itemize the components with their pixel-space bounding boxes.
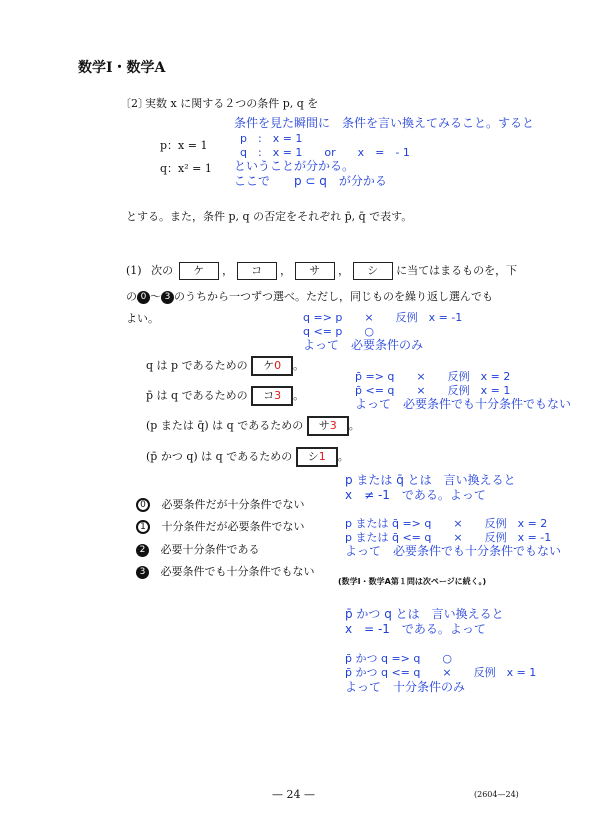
- choice-3-number-icon: 3: [136, 566, 149, 579]
- blank-shi: シ: [353, 262, 393, 280]
- note-sa-3: p または q̄ <= q × 反例 x = -1: [345, 531, 552, 544]
- choice-3: [136, 563, 315, 579]
- note-ko-0: p̄ => q × 反例 x = 2: [355, 370, 511, 383]
- answer-shi: 1: [318, 450, 326, 463]
- choice-0-number-icon: 0: [136, 498, 150, 512]
- note-top-2: q : x = 1 or x = - 1: [240, 146, 410, 159]
- note-shi-1: x = -1 である。よって: [345, 622, 486, 636]
- choice-2-text: 必要十分条件である: [160, 543, 260, 556]
- note-ko-1: p̄ <= q × 反例 x = 1: [355, 384, 511, 397]
- note-top-1: p : x = 1: [240, 132, 303, 145]
- answer-box-ke[interactable]: [251, 356, 293, 376]
- row-shi-text: (p̄ かつ q) は q であるための: [146, 450, 293, 463]
- blank-sa: サ: [295, 262, 335, 280]
- note-sa-4: よって 必要条件でも十分条件でもない: [345, 544, 562, 558]
- choice-0-text: 必要条件だが十分条件でない: [161, 498, 305, 511]
- note-sa-2: p または q̄ => q × 反例 x = 2: [345, 517, 548, 530]
- blank-ko: コ: [237, 262, 277, 280]
- question-label: 〔2〕: [120, 97, 149, 110]
- num-3-icon: 3: [161, 291, 174, 304]
- note-shi-4: よって 十分条件のみ: [345, 680, 466, 694]
- answer-ke: 0: [274, 359, 282, 372]
- sub1-suffix: に当てはまるものを，下: [396, 264, 518, 277]
- answer-box-ke-label: ケ: [263, 359, 275, 372]
- continue-note: (数学Ⅰ・数学A第１問は次ページに続く。): [338, 577, 487, 586]
- choice-0: [136, 496, 305, 512]
- answer-box-sa-label: サ: [318, 419, 330, 432]
- answer-box-sa[interactable]: [307, 416, 349, 436]
- note-top-3: ということが分かる。: [234, 159, 355, 173]
- note-ke-0: q => p × 反例 x = -1: [303, 311, 463, 324]
- answer-sa: 3: [329, 419, 337, 432]
- note-ke-2: よって 必要条件のみ: [303, 338, 424, 352]
- sub1-line2-mid: ～: [150, 290, 161, 303]
- note-sa-0: p または q̄ とは 言い換えると: [345, 473, 516, 487]
- answer-box-shi-label: シ: [307, 450, 319, 463]
- answer-box-shi[interactable]: [296, 447, 338, 467]
- note-top-0: 条件を見た瞬間に 条件を言い換えてみること。すると: [234, 116, 535, 130]
- row-ke: q は p であるための ケ0 。: [146, 356, 304, 376]
- sub1-prefix: 次の: [151, 264, 174, 277]
- row-sa: (p または q̄) は q であるための サ3 。: [146, 416, 360, 436]
- note-shi-3: p̄ かつ q <= q × 反例 x = 1: [345, 666, 537, 679]
- question-outro: とする。また，条件 p, q の否定をそれぞれ p̄, q̄ で表す。: [126, 210, 413, 223]
- sub1-label: (1): [126, 264, 142, 277]
- answer-box-ko-label: コ: [263, 389, 275, 402]
- choice-2: [136, 541, 260, 557]
- sub1-line3: よい。: [126, 312, 159, 325]
- row-ke-text: q は p であるための: [146, 359, 248, 372]
- choice-1: [136, 518, 305, 534]
- page-title: 数学Ⅰ・数学A: [78, 60, 166, 76]
- note-ko-2: よって 必要条件でも十分条件でもない: [355, 397, 572, 411]
- note-shi-0: p̄ かつ q とは 言い換えると: [345, 607, 504, 621]
- answer-ko: 3: [274, 389, 282, 402]
- page-number: — 24 —: [272, 788, 315, 801]
- row-ko-text: p̄ は q であるための: [146, 389, 248, 402]
- note-top-4: ここで p ⊂ q が分かる: [234, 174, 387, 188]
- choice-3-text: 必要条件でも十分条件でもない: [160, 565, 315, 578]
- choice-1-number-icon: 1: [136, 520, 150, 534]
- row-ko: p̄ は q であるための コ3 。: [146, 386, 304, 406]
- page-code: (2604—24): [474, 790, 519, 799]
- note-shi-2: p̄ かつ q => q ○: [345, 652, 452, 665]
- sub1-line2-post: のうちから一つずつ選べ。ただし，同じものを繰り返し選んでも: [174, 290, 493, 303]
- condition-q: q：x² = 1: [160, 162, 212, 175]
- blank-ke: ケ: [179, 262, 219, 280]
- question-intro: 実数 x に関する２つの条件 p, q を: [145, 97, 319, 110]
- note-sa-1: x ≠ -1 である。よって: [345, 488, 486, 502]
- sub1-line2-pre: の: [126, 290, 137, 303]
- condition-p: p：x = 1: [160, 139, 208, 152]
- answer-box-ko[interactable]: [251, 386, 293, 406]
- choice-1-text: 十分条件だが必要条件でない: [161, 520, 305, 533]
- sub1-line2: [126, 288, 493, 304]
- row-sa-text: (p または q̄) は q であるための: [146, 419, 304, 432]
- choice-2-number-icon: 2: [136, 544, 149, 557]
- row-shi: (p̄ かつ q) は q であるための シ1 。: [146, 447, 349, 467]
- num-0-icon: 0: [137, 291, 150, 304]
- sub1-line1: (1) 次の ケ ， コ ， サ ， シ に当てはまるものを，下: [126, 262, 517, 280]
- note-ke-1: q <= p ○: [303, 325, 374, 338]
